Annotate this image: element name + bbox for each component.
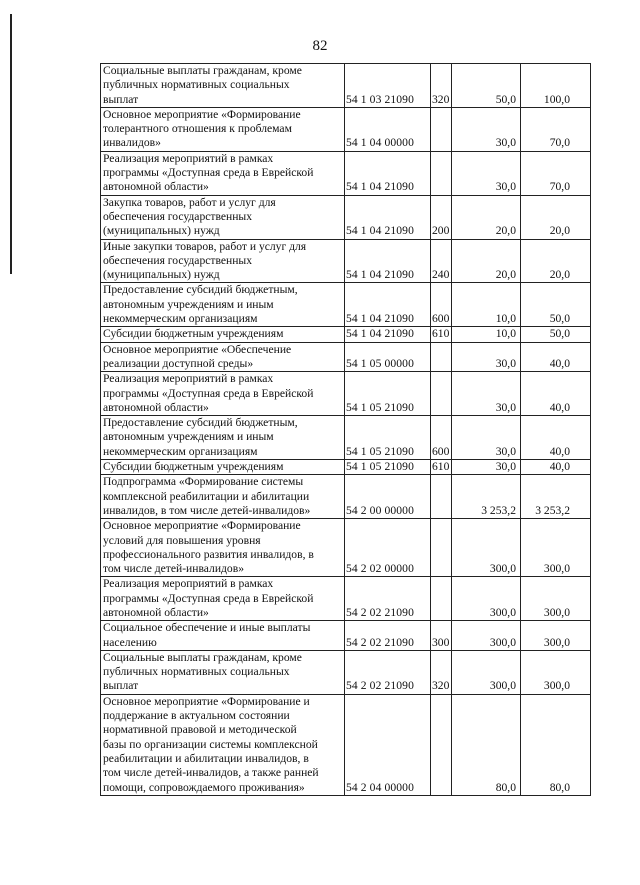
row-code-cell: 54 2 00 00000	[345, 475, 431, 519]
row-name-cell	[101, 151, 345, 195]
row-value-2-cell: 40,0	[521, 342, 591, 372]
table-row	[101, 475, 591, 519]
row-name-cell	[101, 460, 345, 475]
row-name-line: автономной области»	[103, 180, 209, 194]
row-value-2-cell: 20,0	[521, 195, 591, 239]
row-name-line: автономным учреждениям и иным	[103, 297, 274, 311]
row-name-line: автономной области»	[103, 400, 209, 414]
row-name-cell	[101, 577, 345, 621]
row-name-line: Субсидии бюджетным учреждениям	[103, 327, 284, 341]
table-row	[101, 64, 591, 108]
row-name-line: толерантного отношения к проблемам	[103, 122, 292, 136]
row-name-line: автономным учреждениям и иным	[103, 430, 274, 444]
row-value-1-cell: 80,0	[452, 694, 521, 795]
row-code-cell: 54 2 02 21090	[345, 577, 431, 621]
row-expense-type-cell	[431, 372, 452, 416]
row-name-line: некоммерческим организациям	[103, 312, 258, 326]
row-name-cell	[101, 107, 345, 151]
row-name-line: реабилитации и абилитации инвалидов, в	[103, 751, 309, 765]
row-value-2-cell: 100,0	[521, 64, 591, 108]
row-expense-type-cell	[431, 342, 452, 372]
row-name-line: обеспечения государственных	[103, 253, 253, 267]
row-name-cell	[101, 342, 345, 372]
budget-table	[100, 63, 591, 796]
row-value-2-cell: 50,0	[521, 327, 591, 342]
row-code-cell: 54 1 05 00000	[345, 342, 431, 372]
row-code-cell: 54 2 02 21090	[345, 650, 431, 694]
row-expense-type-cell: 200	[431, 195, 452, 239]
row-value-2-cell: 70,0	[521, 107, 591, 151]
row-value-1-cell: 30,0	[452, 107, 521, 151]
row-code-cell: 54 1 05 21090	[345, 416, 431, 460]
row-name-line: нормативной правовой и методической	[103, 723, 297, 737]
row-name-cell	[101, 519, 345, 577]
row-name-line: условий для повышения уровня	[103, 533, 261, 547]
row-expense-type-cell	[431, 475, 452, 519]
row-name-line: Субсидии бюджетным учреждениям	[103, 460, 284, 474]
row-name-line: (муниципальных) нужд	[103, 224, 220, 238]
row-name-line: Закупка товаров, работ и услуг для	[103, 195, 276, 209]
row-name-line: программы «Доступная среда в Еврейской	[103, 386, 314, 400]
row-value-2-cell: 300,0	[521, 577, 591, 621]
row-name-cell	[101, 239, 345, 283]
row-name-line: Основное мероприятие «Обеспечение	[103, 342, 292, 356]
row-name-line: Реализация мероприятий в рамках	[103, 151, 274, 165]
row-name-cell	[101, 327, 345, 342]
row-name-line: публичных нормативных социальных	[103, 665, 290, 679]
table-row	[101, 519, 591, 577]
table-row	[101, 621, 591, 651]
table-row	[101, 460, 591, 475]
row-name-line: комплексной реабилитации и абилитации	[103, 489, 310, 503]
row-value-1-cell: 300,0	[452, 577, 521, 621]
row-value-1-cell: 30,0	[452, 151, 521, 195]
row-name-line: обеспечения государственных	[103, 209, 253, 223]
row-value-2-cell: 40,0	[521, 416, 591, 460]
row-name-line: Подпрограмма «Формирование системы	[103, 475, 304, 489]
row-name-line: (муниципальных) нужд	[103, 268, 220, 282]
row-code-cell: 54 1 04 00000	[345, 107, 431, 151]
row-value-2-cell: 20,0	[521, 239, 591, 283]
row-code-cell: 54 2 02 21090	[345, 621, 431, 651]
row-name-cell	[101, 621, 345, 651]
row-name-line: Предоставление субсидий бюджетным,	[103, 283, 298, 297]
row-value-2-cell: 3 253,2	[521, 475, 591, 519]
row-name-line: помощи, сопровождаемого проживания»	[103, 780, 305, 794]
row-value-1-cell: 50,0	[452, 64, 521, 108]
row-value-1-cell: 30,0	[452, 372, 521, 416]
row-value-2-cell: 40,0	[521, 372, 591, 416]
row-code-cell: 54 1 05 21090	[345, 460, 431, 475]
row-name-cell	[101, 475, 345, 519]
row-name-cell	[101, 283, 345, 327]
row-name-line: выплат	[103, 679, 139, 693]
row-value-2-cell: 300,0	[521, 519, 591, 577]
row-name-line: реализации доступной среды»	[103, 356, 254, 370]
row-expense-type-cell	[431, 107, 452, 151]
row-expense-type-cell: 300	[431, 621, 452, 651]
row-name-line: Социальные выплаты гражданам, кроме	[103, 650, 302, 664]
row-name-cell	[101, 650, 345, 694]
row-value-1-cell: 300,0	[452, 621, 521, 651]
row-name-cell	[101, 372, 345, 416]
row-name-cell	[101, 694, 345, 795]
table-row	[101, 195, 591, 239]
row-name-line: Основное мероприятие «Формирование	[103, 519, 301, 533]
row-name-line: профессионального развития инвалидов, в	[103, 547, 314, 561]
row-value-2-cell: 80,0	[521, 694, 591, 795]
row-value-2-cell: 300,0	[521, 621, 591, 651]
row-name-line: инвалидов, в том числе детей-инвалидов»	[103, 503, 311, 517]
table-row	[101, 283, 591, 327]
row-value-1-cell: 20,0	[452, 195, 521, 239]
row-code-cell: 54 1 04 21090	[345, 195, 431, 239]
row-expense-type-cell	[431, 694, 452, 795]
row-code-cell: 54 1 04 21090	[345, 239, 431, 283]
budget-table-body	[101, 64, 591, 796]
table-row	[101, 372, 591, 416]
row-name-line: том числе детей-инвалидов»	[103, 562, 244, 576]
row-expense-type-cell	[431, 577, 452, 621]
table-row	[101, 577, 591, 621]
row-value-2-cell: 70,0	[521, 151, 591, 195]
row-expense-type-cell: 610	[431, 327, 452, 342]
row-name-line: Основное мероприятие «Формирование	[103, 107, 301, 121]
row-value-2-cell: 40,0	[521, 460, 591, 475]
row-name-line: Социальное обеспечение и иные выплаты	[103, 621, 311, 635]
table-row	[101, 694, 591, 795]
row-value-1-cell: 20,0	[452, 239, 521, 283]
row-name-line: том числе детей-инвалидов, а также ранней	[103, 766, 319, 780]
row-value-1-cell: 300,0	[452, 650, 521, 694]
row-value-1-cell: 10,0	[452, 283, 521, 327]
row-code-cell: 54 1 04 21090	[345, 327, 431, 342]
table-row	[101, 327, 591, 342]
row-code-cell: 54 2 04 00000	[345, 694, 431, 795]
row-name-line: Иные закупки товаров, работ и услуг для	[103, 239, 307, 253]
row-expense-type-cell: 320	[431, 650, 452, 694]
table-row	[101, 239, 591, 283]
row-name-line: Социальные выплаты гражданам, кроме	[103, 64, 302, 77]
table-row	[101, 342, 591, 372]
row-expense-type-cell: 600	[431, 416, 452, 460]
table-row	[101, 151, 591, 195]
row-value-1-cell: 300,0	[452, 519, 521, 577]
row-value-2-cell: 300,0	[521, 650, 591, 694]
row-name-cell	[101, 416, 345, 460]
row-name-line: Предоставление субсидий бюджетным,	[103, 416, 298, 430]
row-name-line: населению	[103, 635, 157, 649]
row-expense-type-cell: 240	[431, 239, 452, 283]
row-code-cell: 54 1 04 21090	[345, 283, 431, 327]
table-row	[101, 650, 591, 694]
row-code-cell: 54 1 05 21090	[345, 372, 431, 416]
row-name-line: Основное мероприятие «Формирование и	[103, 694, 310, 708]
row-name-line: публичных нормативных социальных	[103, 78, 290, 92]
row-expense-type-cell: 600	[431, 283, 452, 327]
row-name-line: Реализация мероприятий в рамках	[103, 372, 274, 386]
row-expense-type-cell: 320	[431, 64, 452, 108]
row-name-cell	[101, 195, 345, 239]
row-code-cell: 54 1 04 21090	[345, 151, 431, 195]
row-name-line: базы по организации системы комплексной	[103, 737, 318, 751]
row-value-1-cell: 30,0	[452, 342, 521, 372]
row-expense-type-cell	[431, 519, 452, 577]
row-code-cell: 54 2 02 00000	[345, 519, 431, 577]
row-value-1-cell: 30,0	[452, 416, 521, 460]
row-name-line: выплат	[103, 92, 139, 106]
page-number: 82	[312, 38, 328, 54]
row-value-2-cell: 50,0	[521, 283, 591, 327]
row-name-line: инвалидов»	[103, 136, 161, 150]
row-value-1-cell: 3 253,2	[452, 475, 521, 519]
row-name-line: поддержание в актуальном состоянии	[103, 709, 290, 723]
row-value-1-cell: 30,0	[452, 460, 521, 475]
row-name-line: автономной области»	[103, 605, 209, 619]
row-value-1-cell: 10,0	[452, 327, 521, 342]
row-name-line: программы «Доступная среда в Еврейской	[103, 166, 314, 180]
row-name-line: программы «Доступная среда в Еврейской	[103, 591, 314, 605]
row-expense-type-cell: 610	[431, 460, 452, 475]
row-expense-type-cell	[431, 151, 452, 195]
row-name-line: Реализация мероприятий в рамках	[103, 577, 274, 591]
table-row	[101, 416, 591, 460]
row-name-cell	[101, 64, 345, 108]
row-name-line: некоммерческим организациям	[103, 444, 258, 458]
row-code-cell: 54 1 03 21090	[345, 64, 431, 108]
table-row	[101, 107, 591, 151]
